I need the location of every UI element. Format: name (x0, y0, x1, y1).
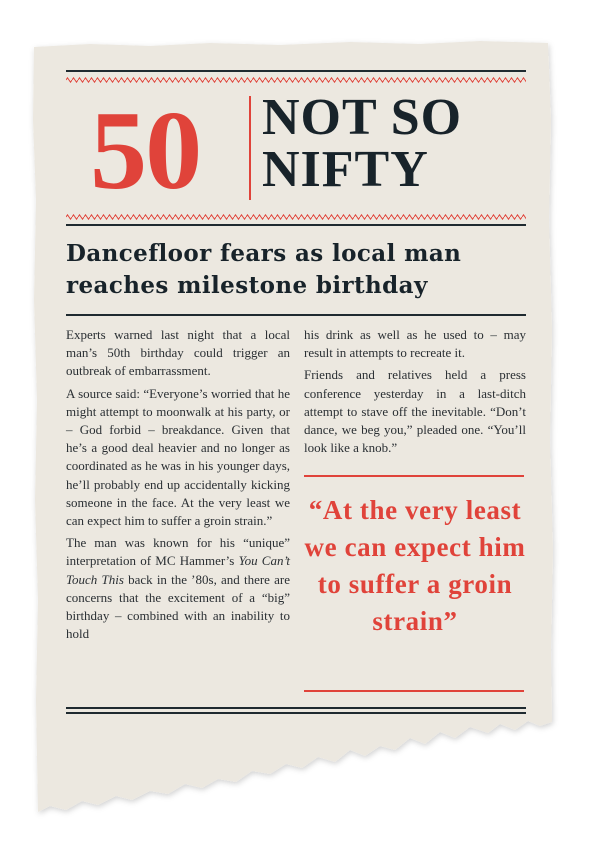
masthead-title (262, 89, 532, 198)
article-text: The man was known for his “unique” interpretation of MC Hammer’s (66, 535, 290, 569)
article-clipping (66, 70, 526, 720)
article-column-left (66, 326, 290, 647)
song-title: You Can’t Touch This (66, 553, 290, 587)
top-zigzag-border (66, 77, 526, 83)
article-text: back in the ’80s, and there are concerns that the excitement of a “big” birthday – combined with an inability to hold (66, 571, 290, 642)
article-column-right (304, 326, 526, 461)
pull-quote: “At the very least we can expect him to suffer a groin strain” (304, 495, 526, 636)
masthead-title-line2: NIFTY (262, 141, 429, 198)
body-top-rule (66, 314, 526, 316)
headline: Dancefloor fears as local man reaches milestone birthday (66, 240, 462, 299)
pull-quote-bottom-rule (304, 690, 524, 692)
masthead-title-line1: NOT SO (262, 89, 463, 146)
bottom-rule-1 (66, 707, 526, 709)
article-paragraph: Experts warned last night that a local man’s 50th birthday could trigger an outbreak of embarrassment. (66, 327, 290, 379)
masthead-number: 50 (90, 89, 201, 213)
article-paragraph (66, 534, 290, 643)
headline-top-rule (66, 224, 526, 226)
article-paragraph: Friends and relatives held a press conference yesterday in a last-ditch attempt to stave off the inevitable. “Don’t dance, we beg you,” pleaded one. “You’ll look like a knob.” (304, 367, 526, 456)
article-paragraph: A source said: “Everyone’s worried that he might attempt to moonwalk at his party, or – God forbid – breakdance. Given that he’s a good deal heavier and no longer as coordinated as he was in his younger days, he’ll probably end up accidentally kicking someone in the face. At the very least we can expect him to suffer a groin strain.” (66, 385, 290, 529)
bottom-rule-2 (66, 712, 526, 714)
masthead-divider (249, 96, 251, 200)
pull-quote-top-rule (304, 475, 524, 477)
top-rule (66, 70, 526, 72)
article-paragraph: his drink as well as he used to – may result in attempts to recreate it. (304, 327, 526, 361)
bottom-zigzag-border (66, 214, 526, 220)
